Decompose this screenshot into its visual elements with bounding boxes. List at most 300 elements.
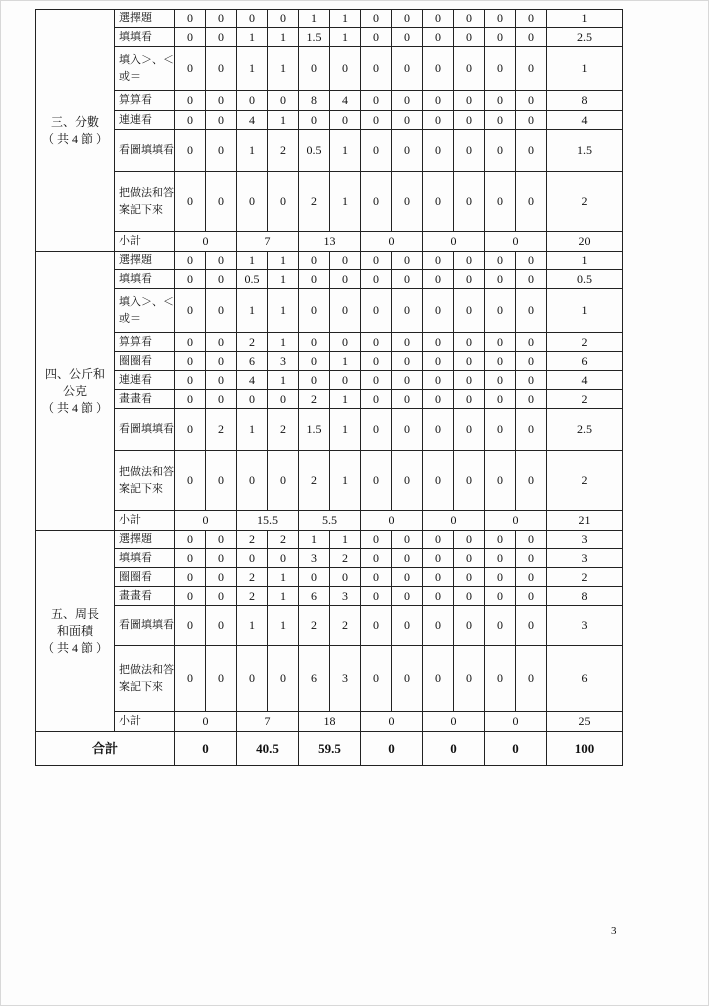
subtotal-total: 21 xyxy=(547,511,623,531)
unit-name-line: （ 共 4 節 ） xyxy=(41,400,108,415)
score-cell: 0 xyxy=(206,352,237,371)
score-cell: 1 xyxy=(268,333,299,352)
subtotal-cell: 0 xyxy=(175,511,237,531)
score-cell: 2 xyxy=(237,333,268,352)
score-cell: 0 xyxy=(361,252,392,270)
table-row xyxy=(36,270,623,289)
score-cell: 0 xyxy=(361,130,392,172)
score-cell: 0 xyxy=(454,390,485,409)
score-cell: 0 xyxy=(175,409,206,451)
item-name: 把做法和答案記下來 xyxy=(115,451,175,511)
subtotal-total: 25 xyxy=(547,712,623,732)
score-cell: 0 xyxy=(268,172,299,232)
score-cell: 1 xyxy=(268,252,299,270)
score-cell: 1 xyxy=(237,252,268,270)
score-cell: 0 xyxy=(423,568,454,587)
score-cell: 1 xyxy=(268,289,299,333)
score-cell: 0 xyxy=(516,252,547,270)
row-total: 1 xyxy=(547,10,623,28)
score-cell: 0 xyxy=(485,587,516,606)
score-cell: 0 xyxy=(361,587,392,606)
score-cell: 0 xyxy=(361,606,392,646)
subtotal-cell: 0 xyxy=(175,712,237,732)
score-distribution-table xyxy=(35,9,623,766)
score-cell: 0 xyxy=(485,111,516,130)
score-cell: 1 xyxy=(237,606,268,646)
score-cell: 1 xyxy=(268,111,299,130)
score-cell: 1 xyxy=(330,352,361,371)
score-cell: 0 xyxy=(485,568,516,587)
score-cell: 1 xyxy=(268,568,299,587)
subtotal-label: 小計 xyxy=(115,232,175,252)
score-cell: 0 xyxy=(237,91,268,111)
score-cell: 0 xyxy=(175,549,206,568)
score-cell: 0 xyxy=(423,409,454,451)
score-cell: 0 xyxy=(206,333,237,352)
table-row xyxy=(36,28,623,47)
score-cell: 0 xyxy=(175,47,206,91)
score-cell: 0 xyxy=(361,47,392,91)
row-total: 8 xyxy=(547,91,623,111)
item-name: 填入＞、＜或＝ xyxy=(115,47,175,91)
score-cell: 0 xyxy=(361,451,392,511)
score-cell: 0 xyxy=(423,252,454,270)
score-cell: 0 xyxy=(330,568,361,587)
score-cell: 0 xyxy=(361,10,392,28)
score-cell: 0 xyxy=(392,606,423,646)
score-cell: 0 xyxy=(516,371,547,390)
table-row xyxy=(36,646,623,712)
score-cell: 0 xyxy=(361,172,392,232)
score-cell: 0 xyxy=(175,371,206,390)
score-cell: 0 xyxy=(361,549,392,568)
table-row xyxy=(36,333,623,352)
score-cell: 0 xyxy=(268,451,299,511)
score-cell: 0 xyxy=(423,549,454,568)
grand-total-cell: 0 xyxy=(423,732,485,766)
subtotal-cell: 0 xyxy=(423,511,485,531)
table-row xyxy=(36,409,623,451)
score-cell: 0 xyxy=(206,390,237,409)
score-cell: 0 xyxy=(423,390,454,409)
score-cell: 0 xyxy=(206,270,237,289)
score-cell: 2 xyxy=(299,390,330,409)
score-cell: 0 xyxy=(485,390,516,409)
subtotal-cell: 0 xyxy=(485,511,547,531)
score-cell: 0 xyxy=(392,47,423,91)
item-name: 圈圈看 xyxy=(115,568,175,587)
score-cell: 0 xyxy=(175,28,206,47)
score-cell: 0 xyxy=(485,10,516,28)
row-total: 6 xyxy=(547,646,623,712)
score-cell: 0 xyxy=(423,270,454,289)
score-cell: 2 xyxy=(268,130,299,172)
score-cell: 0 xyxy=(361,531,392,549)
score-cell: 0 xyxy=(299,371,330,390)
score-cell: 0 xyxy=(330,289,361,333)
unit-name-line: 四、公斤和 xyxy=(44,366,105,381)
score-cell: 0 xyxy=(392,568,423,587)
table-row xyxy=(36,587,623,606)
score-cell: 0 xyxy=(454,91,485,111)
score-cell: 0 xyxy=(454,172,485,232)
unit-name-line: （ 共 4 節 ） xyxy=(41,131,108,146)
row-total: 3 xyxy=(547,606,623,646)
score-cell: 0 xyxy=(175,172,206,232)
score-cell: 0 xyxy=(361,91,392,111)
item-name: 把做法和答案記下來 xyxy=(115,646,175,712)
score-cell: 0 xyxy=(268,10,299,28)
row-total: 1 xyxy=(547,289,623,333)
score-cell: 0 xyxy=(175,587,206,606)
row-total: 2.5 xyxy=(547,28,623,47)
score-cell: 0 xyxy=(175,606,206,646)
score-cell: 4 xyxy=(237,111,268,130)
score-cell: 0 xyxy=(516,390,547,409)
score-cell: 0 xyxy=(454,270,485,289)
score-cell: 0 xyxy=(392,587,423,606)
score-cell: 0 xyxy=(237,451,268,511)
item-name: 畫畫看 xyxy=(115,390,175,409)
score-cell: 1 xyxy=(237,28,268,47)
score-cell: 1 xyxy=(330,390,361,409)
score-cell: 0 xyxy=(361,409,392,451)
grand-total-cell: 0 xyxy=(485,732,547,766)
score-cell: 0 xyxy=(206,371,237,390)
score-cell: 0 xyxy=(175,568,206,587)
subtotal-cell: 0 xyxy=(423,232,485,252)
score-cell: 0 xyxy=(485,451,516,511)
score-cell: 0 xyxy=(423,289,454,333)
score-cell: 0 xyxy=(392,531,423,549)
score-cell: 0 xyxy=(485,28,516,47)
score-cell: 0 xyxy=(454,646,485,712)
score-cell: 2 xyxy=(299,606,330,646)
row-total: 2 xyxy=(547,172,623,232)
score-cell: 0 xyxy=(516,549,547,568)
score-cell: 1 xyxy=(268,47,299,91)
score-cell: 0 xyxy=(392,270,423,289)
score-cell: 0 xyxy=(423,111,454,130)
score-cell: 1 xyxy=(330,28,361,47)
score-cell: 1 xyxy=(299,531,330,549)
score-cell: 0 xyxy=(516,587,547,606)
score-cell: 0 xyxy=(485,531,516,549)
table-row xyxy=(36,371,623,390)
subtotal-row xyxy=(36,232,623,252)
row-total: 2 xyxy=(547,390,623,409)
score-cell: 0 xyxy=(485,352,516,371)
score-cell: 0 xyxy=(299,568,330,587)
score-cell: 0 xyxy=(392,333,423,352)
table-row xyxy=(36,47,623,91)
score-cell: 8 xyxy=(299,91,330,111)
score-cell: 0 xyxy=(392,172,423,232)
score-cell: 0 xyxy=(206,10,237,28)
score-cell: 0 xyxy=(516,28,547,47)
score-cell: 2 xyxy=(237,531,268,549)
score-cell: 0 xyxy=(361,28,392,47)
score-cell: 0 xyxy=(423,646,454,712)
score-cell: 0 xyxy=(392,549,423,568)
item-name: 看圖填填看 xyxy=(115,606,175,646)
score-cell: 0 xyxy=(268,646,299,712)
score-cell: 0 xyxy=(330,252,361,270)
score-cell: 0 xyxy=(454,549,485,568)
score-cell: 0 xyxy=(361,289,392,333)
score-cell: 0 xyxy=(392,28,423,47)
score-cell: 0 xyxy=(423,91,454,111)
row-total: 8 xyxy=(547,587,623,606)
score-cell: 0 xyxy=(392,111,423,130)
score-cell: 0 xyxy=(454,371,485,390)
subtotal-cell: 0 xyxy=(485,712,547,732)
score-cell: 2 xyxy=(299,172,330,232)
score-cell: 0 xyxy=(485,47,516,91)
grand-total-cell: 0 xyxy=(175,732,237,766)
table-row xyxy=(36,531,623,549)
score-cell: 2 xyxy=(299,451,330,511)
score-cell: 0 xyxy=(175,130,206,172)
item-name: 連連看 xyxy=(115,111,175,130)
score-cell: 0 xyxy=(392,390,423,409)
subtotal-row xyxy=(36,511,623,531)
score-cell: 0 xyxy=(392,352,423,371)
subtotal-cell: 7 xyxy=(237,232,299,252)
score-cell: 0 xyxy=(423,172,454,232)
row-total: 0.5 xyxy=(547,270,623,289)
score-cell: 0 xyxy=(361,111,392,130)
score-cell: 0 xyxy=(175,646,206,712)
score-cell: 0 xyxy=(516,451,547,511)
score-cell: 0 xyxy=(454,289,485,333)
unit-name-line: （ 共 4 節 ） xyxy=(41,640,108,655)
score-cell: 0 xyxy=(485,270,516,289)
score-cell: 0 xyxy=(485,333,516,352)
score-cell: 0 xyxy=(485,606,516,646)
item-name: 填入＞、＜或＝ xyxy=(115,289,175,333)
row-total: 3 xyxy=(547,531,623,549)
score-cell: 3 xyxy=(299,549,330,568)
item-name: 填填看 xyxy=(115,549,175,568)
score-cell: 0 xyxy=(516,10,547,28)
score-cell: 0 xyxy=(175,111,206,130)
grand-total-label: 合計 xyxy=(36,732,175,766)
score-cell: 6 xyxy=(237,352,268,371)
score-cell: 0 xyxy=(237,10,268,28)
table-row xyxy=(36,172,623,232)
table-row xyxy=(36,289,623,333)
score-cell: 0 xyxy=(454,130,485,172)
score-cell: 0 xyxy=(454,111,485,130)
row-total: 3 xyxy=(547,549,623,568)
score-cell: 0 xyxy=(454,568,485,587)
score-cell: 0 xyxy=(237,172,268,232)
item-name: 看圖填填看 xyxy=(115,409,175,451)
item-name: 選擇題 xyxy=(115,531,175,549)
subtotal-cell: 0 xyxy=(485,232,547,252)
score-cell: 0 xyxy=(206,606,237,646)
score-cell: 0 xyxy=(206,451,237,511)
score-cell: 0 xyxy=(237,646,268,712)
score-cell: 1 xyxy=(237,47,268,91)
table-row xyxy=(36,130,623,172)
score-cell: 0 xyxy=(206,28,237,47)
subtotal-cell: 0 xyxy=(175,232,237,252)
score-cell: 0 xyxy=(175,390,206,409)
item-name: 把做法和答案記下來 xyxy=(115,172,175,232)
score-cell: 1.5 xyxy=(299,409,330,451)
score-cell: 0 xyxy=(516,409,547,451)
score-cell: 0 xyxy=(516,130,547,172)
score-cell: 0 xyxy=(330,47,361,91)
score-cell: 2 xyxy=(206,409,237,451)
score-cell: 0.5 xyxy=(237,270,268,289)
item-name: 看圖填填看 xyxy=(115,130,175,172)
table-row xyxy=(36,451,623,511)
score-cell: 1 xyxy=(237,409,268,451)
score-cell: 0 xyxy=(299,289,330,333)
score-cell: 0 xyxy=(516,568,547,587)
score-cell: 1 xyxy=(299,10,330,28)
subtotal-total: 20 xyxy=(547,232,623,252)
score-cell: 0 xyxy=(423,130,454,172)
score-cell: 0 xyxy=(206,289,237,333)
score-cell: 0 xyxy=(516,172,547,232)
score-cell: 0 xyxy=(175,531,206,549)
score-cell: 0 xyxy=(423,10,454,28)
score-cell: 2 xyxy=(330,549,361,568)
score-cell: 0 xyxy=(330,270,361,289)
score-cell: 0 xyxy=(485,252,516,270)
score-cell: 0 xyxy=(206,646,237,712)
score-cell: 0 xyxy=(423,352,454,371)
score-cell: 0 xyxy=(516,111,547,130)
unit-name-line: 和面積 xyxy=(56,623,93,638)
score-cell: 0 xyxy=(299,333,330,352)
score-cell: 0 xyxy=(361,390,392,409)
score-cell: 0 xyxy=(330,333,361,352)
score-cell: 4 xyxy=(330,91,361,111)
score-cell: 0 xyxy=(237,549,268,568)
score-cell: 2 xyxy=(237,568,268,587)
score-cell: 2 xyxy=(330,606,361,646)
score-cell: 0 xyxy=(423,47,454,91)
score-cell: 0 xyxy=(485,409,516,451)
subtotal-cell: 0 xyxy=(423,712,485,732)
score-cell: 1 xyxy=(330,10,361,28)
score-cell: 0 xyxy=(268,549,299,568)
subtotal-cell: 0 xyxy=(361,712,423,732)
item-name: 選擇題 xyxy=(115,10,175,28)
score-cell: 0 xyxy=(175,289,206,333)
score-cell: 0 xyxy=(392,371,423,390)
item-name: 畫畫看 xyxy=(115,587,175,606)
score-cell: 0 xyxy=(175,252,206,270)
score-cell: 1 xyxy=(330,409,361,451)
score-cell: 1 xyxy=(237,130,268,172)
score-cell: 3 xyxy=(330,587,361,606)
score-cell: 0 xyxy=(423,451,454,511)
score-cell: 0 xyxy=(392,130,423,172)
score-cell: 0 xyxy=(516,606,547,646)
table-row xyxy=(36,606,623,646)
score-cell: 0 xyxy=(516,47,547,91)
row-total: 1.5 xyxy=(547,130,623,172)
score-cell: 0 xyxy=(454,587,485,606)
score-cell: 0 xyxy=(392,10,423,28)
subtotal-cell: 7 xyxy=(237,712,299,732)
score-cell: 0 xyxy=(516,289,547,333)
subtotal-label: 小計 xyxy=(115,712,175,732)
table-row xyxy=(36,568,623,587)
score-cell: 0 xyxy=(175,91,206,111)
score-cell: 0 xyxy=(423,587,454,606)
score-cell: 0 xyxy=(206,172,237,232)
score-cell: 0 xyxy=(268,390,299,409)
score-cell: 0 xyxy=(454,47,485,91)
score-cell: 0 xyxy=(330,371,361,390)
score-cell: 0 xyxy=(175,10,206,28)
subtotal-cell: 13 xyxy=(299,232,361,252)
score-cell: 0 xyxy=(485,371,516,390)
score-cell: 0 xyxy=(299,111,330,130)
score-cell: 6 xyxy=(299,587,330,606)
item-name: 選擇題 xyxy=(115,252,175,270)
score-cell: 0 xyxy=(206,252,237,270)
score-cell: 0 xyxy=(299,252,330,270)
score-cell: 0 xyxy=(299,352,330,371)
score-cell: 0 xyxy=(485,172,516,232)
row-total: 2.5 xyxy=(547,409,623,451)
table-row xyxy=(36,111,623,130)
score-cell: 0 xyxy=(175,352,206,371)
unit-name-line: 三、分數 xyxy=(50,114,99,129)
score-cell: 0 xyxy=(175,270,206,289)
score-cell: 0 xyxy=(206,130,237,172)
score-cell: 0 xyxy=(392,451,423,511)
subtotal-cell: 0 xyxy=(361,232,423,252)
score-cell: 0 xyxy=(268,91,299,111)
score-cell: 0 xyxy=(516,270,547,289)
grand-total-row xyxy=(36,732,623,766)
table-row xyxy=(36,352,623,371)
score-cell: 1 xyxy=(330,451,361,511)
score-cell: 0 xyxy=(330,111,361,130)
score-cell: 0 xyxy=(485,130,516,172)
score-cell: 0 xyxy=(516,531,547,549)
score-cell: 0 xyxy=(485,646,516,712)
score-cell: 0 xyxy=(392,646,423,712)
score-cell: 6 xyxy=(299,646,330,712)
grand-total-sum: 100 xyxy=(547,732,623,766)
item-name: 連連看 xyxy=(115,371,175,390)
item-name: 圈圈看 xyxy=(115,352,175,371)
score-cell: 0 xyxy=(175,333,206,352)
score-cell: 1.5 xyxy=(299,28,330,47)
score-cell: 0 xyxy=(392,289,423,333)
score-cell: 0 xyxy=(485,91,516,111)
score-cell: 0 xyxy=(454,333,485,352)
score-cell: 2 xyxy=(268,531,299,549)
score-cell: 0 xyxy=(423,333,454,352)
score-cell: 0 xyxy=(454,451,485,511)
score-cell: 0 xyxy=(206,47,237,91)
score-cell: 0 xyxy=(516,91,547,111)
unit-name-line: 公克 xyxy=(62,383,87,398)
score-cell: 3 xyxy=(330,646,361,712)
score-cell: 0 xyxy=(361,568,392,587)
